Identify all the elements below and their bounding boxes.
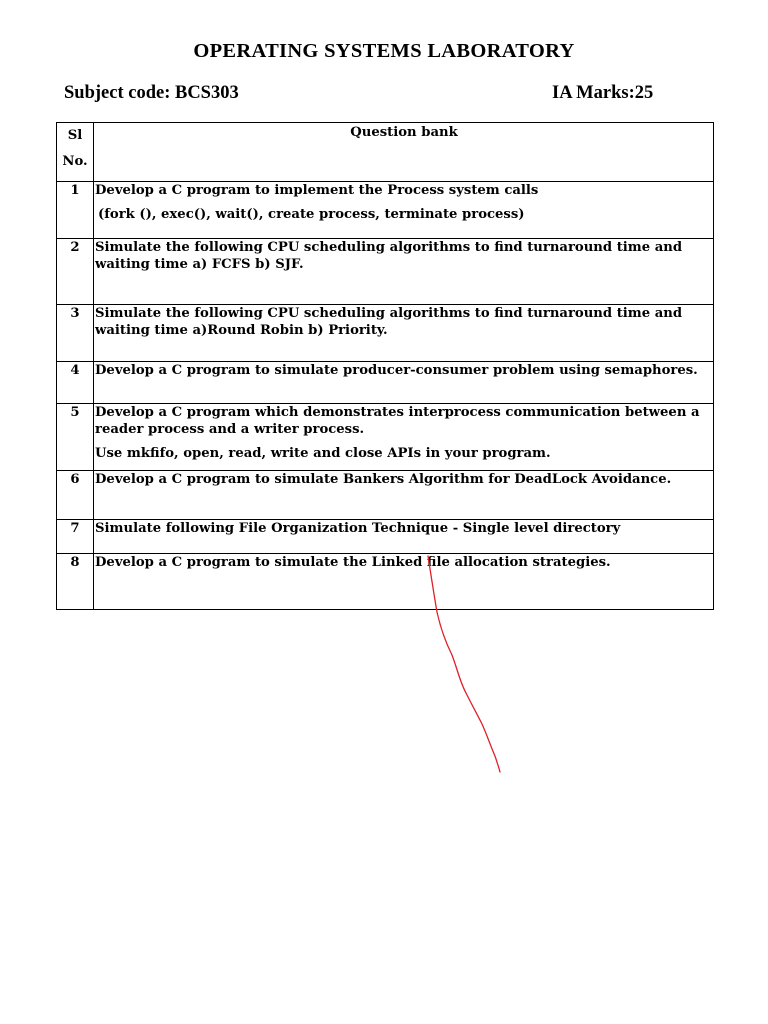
question-text: Develop a C program to implement the Process system calls: [95, 183, 539, 198]
row-number: 4: [57, 362, 94, 404]
row-number: 1: [57, 182, 94, 239]
question-subtext: Use mkfifo, open, read, write and close APIs in your program.: [95, 446, 551, 461]
question-text: Simulate following File Organization Technique - Single level directory: [94, 520, 714, 554]
page-title: OPERATING SYSTEMS LABORATORY: [193, 40, 575, 62]
question-text: Develop a C program to simulate the Linked file allocation strategies.: [94, 554, 714, 610]
row-number: 6: [57, 471, 94, 520]
question-subtext: (fork (), exec(), wait(), create process, terminate process): [98, 207, 525, 222]
subject-code: Subject code: BCS303: [64, 83, 239, 103]
question-text: Develop a C program which demonstrates interprocess communication between a reader process and a writer process.: [95, 405, 700, 437]
question-text: Develop a C program to simulate producer-consumer problem using semaphores.: [94, 362, 714, 404]
question-text: Develop a C program to simulate Bankers Algorithm for DeadLock Avoidance.: [94, 471, 714, 520]
row-number: 8: [57, 554, 94, 610]
row-number: 5: [57, 404, 94, 471]
sl-header-line2: No.: [62, 154, 88, 169]
row-number: 2: [57, 239, 94, 305]
sl-header-line1: Sl: [67, 128, 83, 143]
ia-marks: IA Marks:25: [552, 83, 654, 103]
row-number: 7: [57, 520, 94, 554]
row-number: 3: [57, 305, 94, 362]
question-text: Simulate the following CPU scheduling algorithms to find turnaround time and waiting time a)Round Robin b) Priority.: [94, 305, 714, 362]
question-bank-header: Question bank: [94, 123, 714, 182]
question-text: Simulate the following CPU scheduling algorithms to find turnaround time and waiting time a) FCFS b) SJF.: [94, 239, 714, 305]
pen-stroke: [428, 556, 500, 772]
